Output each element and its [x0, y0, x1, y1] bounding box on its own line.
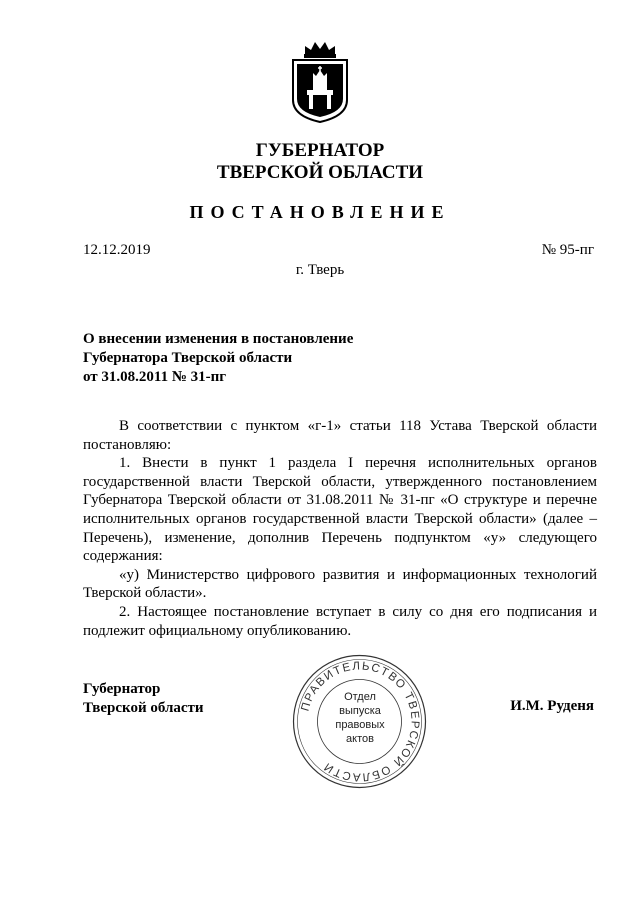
- stamp-inner-line2: выпуска: [339, 705, 381, 717]
- subject-line1: О внесении изменения в постановление: [83, 331, 354, 347]
- stamp-inner-line1: Отдел: [344, 691, 376, 703]
- signatory-title: [83, 680, 204, 718]
- document-number: № 95-пг: [541, 242, 594, 258]
- svg-text:ПРАВИТЕЛЬСТВО ТВЕРСКОЙ ОБЛАСТИ: ПРАВИТЕЛЬСТВО ТВЕРСКОЙ ОБЛАСТИ: [299, 660, 421, 783]
- subject-line2: Губернатора Тверской области: [83, 350, 293, 366]
- signatory-title-line1: Губернатор: [83, 681, 161, 697]
- body-paragraph-item-1: 1. Внести в пункт 1 раздела I перечня исполнительных органов государственной власти Тверской области, утвержденного постановлением Губернатора Тверской области от 31.08.2011 № 31-пг «О структуре и перечне исполнительных органов государственной власти Тверской области» (далее – Перечень), изменение, дополнив Перечень подпунктом «у» следующего содержания:: [83, 455, 597, 565]
- subject-line3: от 31.08.2011 № 31-пг: [83, 369, 227, 385]
- document-subject: [83, 330, 353, 387]
- signatory-title-line2: Тверской области: [83, 700, 204, 716]
- body-paragraph-preamble: В соответствии с пунктом «г-1» статьи 118 Устава Тверской области постановляю:: [83, 418, 597, 453]
- authority-title-line1: ГУБЕРНАТОР: [255, 140, 385, 161]
- authority-title-line2: ТВЕРСКОЙ ОБЛАСТИ: [216, 162, 424, 183]
- document-body: [83, 417, 597, 640]
- stamp-inner-line4: актов: [346, 733, 374, 745]
- stamp-inner-line3: правовых: [335, 719, 385, 731]
- body-paragraph-subitem-u: «у) Министерство цифрового развития и информационных технологий Тверской области».: [83, 566, 597, 602]
- document-type-heading: ПОСТАНОВЛЕНИЕ: [189, 202, 451, 222]
- coat-of-arms-icon: [289, 40, 351, 124]
- document-date: 12.12.2019: [83, 242, 151, 258]
- stamp-inner-text: [325, 690, 395, 746]
- signatory-name: И.М. Руденя: [510, 698, 594, 714]
- body-paragraph-item-2: 2. Настоящее постановление вступает в силу со дня его подписания и подлежит официальному опубликованию.: [83, 603, 597, 639]
- document-city: г. Тверь: [295, 262, 345, 278]
